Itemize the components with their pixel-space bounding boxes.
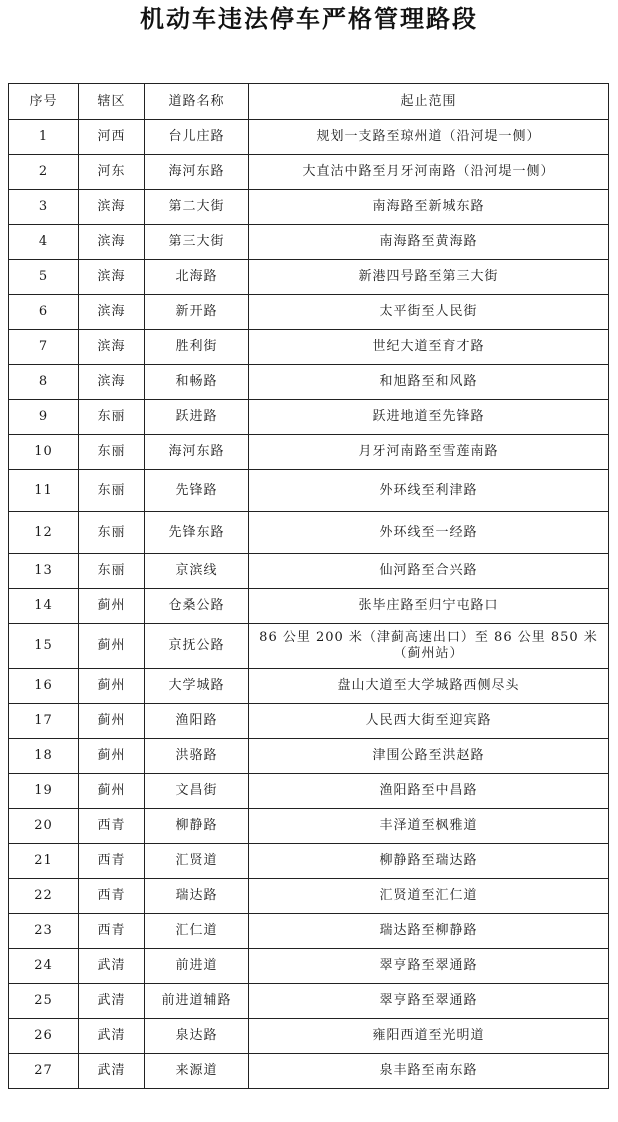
- row-range: 渔阳路至中昌路: [249, 774, 609, 809]
- row-number: 16: [9, 669, 79, 704]
- row-number: 14: [9, 589, 79, 624]
- table-row: [9, 879, 609, 914]
- table-row: [9, 589, 609, 624]
- page-title: 机动车违法停车严格管理路段: [140, 5, 478, 33]
- row-road-name: 渔阳路: [145, 704, 249, 739]
- row-range: 南海路至新城东路: [249, 190, 609, 225]
- table-row: [9, 190, 609, 225]
- row-range: 86 公里 200 米（津蓟高速出口）至 86 公里 850 米（蓟州站）: [249, 624, 609, 669]
- row-range: 翠亨路至翠通路: [249, 949, 609, 984]
- row-number: 2: [9, 155, 79, 190]
- table-row: [9, 949, 609, 984]
- row-number: 6: [9, 295, 79, 330]
- row-range: 大直沽中路至月牙河南路（沿河堤一侧）: [249, 155, 609, 190]
- row-road-name: 瑞达路: [145, 879, 249, 914]
- row-road-name: 新开路: [145, 295, 249, 330]
- row-district: 东丽: [79, 435, 145, 470]
- header-road-name: 道路名称: [145, 84, 249, 120]
- row-range: 外环线至利津路: [249, 470, 609, 512]
- row-district: 滨海: [79, 365, 145, 400]
- row-range: 太平街至人民街: [249, 295, 609, 330]
- table-row: [9, 435, 609, 470]
- table-row: [9, 774, 609, 809]
- row-range: 柳静路至瑞达路: [249, 844, 609, 879]
- row-road-name: 仓桑公路: [145, 589, 249, 624]
- row-road-name: 来源道: [145, 1054, 249, 1089]
- row-number: 12: [9, 512, 79, 554]
- row-road-name: 大学城路: [145, 669, 249, 704]
- row-district: 东丽: [79, 400, 145, 435]
- row-number: 19: [9, 774, 79, 809]
- row-road-name: 京滨线: [145, 554, 249, 589]
- row-road-name: 海河东路: [145, 435, 249, 470]
- row-district: 河东: [79, 155, 145, 190]
- row-range: 瑞达路至柳静路: [249, 914, 609, 949]
- row-road-name: 泉达路: [145, 1019, 249, 1054]
- row-road-name: 先锋东路: [145, 512, 249, 554]
- row-road-name: 前进道辅路: [145, 984, 249, 1019]
- row-road-name: 汇贤道: [145, 844, 249, 879]
- row-district: 西青: [79, 844, 145, 879]
- row-number: 10: [9, 435, 79, 470]
- row-road-name: 北海路: [145, 260, 249, 295]
- table-row: [9, 512, 609, 554]
- row-number: 11: [9, 470, 79, 512]
- row-district: 蓟州: [79, 589, 145, 624]
- table-row: [9, 295, 609, 330]
- row-range: 规划一支路至琼州道（沿河堤一侧）: [249, 120, 609, 155]
- table-row: [9, 554, 609, 589]
- table-row: [9, 365, 609, 400]
- row-district: 滨海: [79, 190, 145, 225]
- row-road-name: 洪骆路: [145, 739, 249, 774]
- row-district: 滨海: [79, 260, 145, 295]
- row-district: 蓟州: [79, 704, 145, 739]
- row-number: 23: [9, 914, 79, 949]
- row-road-name: 第二大街: [145, 190, 249, 225]
- row-number: 8: [9, 365, 79, 400]
- row-range: 仙河路至合兴路: [249, 554, 609, 589]
- row-range: 跃进地道至先锋路: [249, 400, 609, 435]
- table-row: [9, 400, 609, 435]
- table-row: [9, 624, 609, 669]
- row-district: 西青: [79, 914, 145, 949]
- row-district: 西青: [79, 879, 145, 914]
- row-district: 武清: [79, 984, 145, 1019]
- row-range: 月牙河南路至雪莲南路: [249, 435, 609, 470]
- row-range: 津围公路至洪赵路: [249, 739, 609, 774]
- row-number: 15: [9, 624, 79, 669]
- row-district: 蓟州: [79, 774, 145, 809]
- row-district: 东丽: [79, 512, 145, 554]
- row-district: 滨海: [79, 295, 145, 330]
- row-district: 蓟州: [79, 669, 145, 704]
- row-road-name: 胜利街: [145, 330, 249, 365]
- row-number: 9: [9, 400, 79, 435]
- row-number: 22: [9, 879, 79, 914]
- table-row: [9, 470, 609, 512]
- row-number: 13: [9, 554, 79, 589]
- row-range: 外环线至一经路: [249, 512, 609, 554]
- row-district: 蓟州: [79, 624, 145, 669]
- row-range: 汇贤道至汇仁道: [249, 879, 609, 914]
- row-road-name: 和畅路: [145, 365, 249, 400]
- row-range: 盘山大道至大学城路西侧尽头: [249, 669, 609, 704]
- row-district: 武清: [79, 1019, 145, 1054]
- table-row: [9, 120, 609, 155]
- row-road-name: 台儿庄路: [145, 120, 249, 155]
- row-road-name: 海河东路: [145, 155, 249, 190]
- row-number: 26: [9, 1019, 79, 1054]
- table-row: [9, 330, 609, 365]
- row-district: 东丽: [79, 470, 145, 512]
- row-number: 20: [9, 809, 79, 844]
- row-district: 东丽: [79, 554, 145, 589]
- table-row: [9, 155, 609, 190]
- row-range: 人民西大街至迎宾路: [249, 704, 609, 739]
- row-range: 张毕庄路至归宁屯路口: [249, 589, 609, 624]
- row-range: 泉丰路至南东路: [249, 1054, 609, 1089]
- table-body: [9, 120, 609, 1089]
- row-number: 5: [9, 260, 79, 295]
- row-range: 丰泽道至枫雅道: [249, 809, 609, 844]
- row-road-name: 京抚公路: [145, 624, 249, 669]
- row-district: 滨海: [79, 225, 145, 260]
- row-number: 21: [9, 844, 79, 879]
- row-district: 滨海: [79, 330, 145, 365]
- row-road-name: 汇仁道: [145, 914, 249, 949]
- row-number: 4: [9, 225, 79, 260]
- row-range: 雍阳西道至光明道: [249, 1019, 609, 1054]
- table-row: [9, 739, 609, 774]
- row-number: 27: [9, 1054, 79, 1089]
- row-number: 1: [9, 120, 79, 155]
- row-road-name: 跃进路: [145, 400, 249, 435]
- row-district: 河西: [79, 120, 145, 155]
- row-number: 3: [9, 190, 79, 225]
- row-number: 18: [9, 739, 79, 774]
- header-district: 辖区: [79, 84, 145, 120]
- row-district: 武清: [79, 949, 145, 984]
- table-row: [9, 1054, 609, 1089]
- table-row: [9, 225, 609, 260]
- header-range: 起止范围: [249, 84, 609, 120]
- row-district: 武清: [79, 1054, 145, 1089]
- row-range: 和旭路至和风路: [249, 365, 609, 400]
- row-number: 25: [9, 984, 79, 1019]
- row-road-name: 前进道: [145, 949, 249, 984]
- table-header-row: [9, 84, 609, 120]
- row-district: 西青: [79, 809, 145, 844]
- table-row: [9, 260, 609, 295]
- table-row: [9, 844, 609, 879]
- table-row: [9, 914, 609, 949]
- table-row: [9, 1019, 609, 1054]
- table-row: [9, 704, 609, 739]
- row-range: 南海路至黄海路: [249, 225, 609, 260]
- row-range: 新港四号路至第三大街: [249, 260, 609, 295]
- row-road-name: 第三大街: [145, 225, 249, 260]
- row-range: 翠亨路至翠通路: [249, 984, 609, 1019]
- row-number: 24: [9, 949, 79, 984]
- row-number: 17: [9, 704, 79, 739]
- row-range: 世纪大道至育才路: [249, 330, 609, 365]
- row-road-name: 先锋路: [145, 470, 249, 512]
- row-road-name: 柳静路: [145, 809, 249, 844]
- road-management-table: [8, 83, 609, 1089]
- row-road-name: 文昌街: [145, 774, 249, 809]
- row-district: 蓟州: [79, 739, 145, 774]
- table-row: [9, 809, 609, 844]
- table-row: [9, 984, 609, 1019]
- row-number: 7: [9, 330, 79, 365]
- header-no: 序号: [9, 84, 79, 120]
- table-row: [9, 669, 609, 704]
